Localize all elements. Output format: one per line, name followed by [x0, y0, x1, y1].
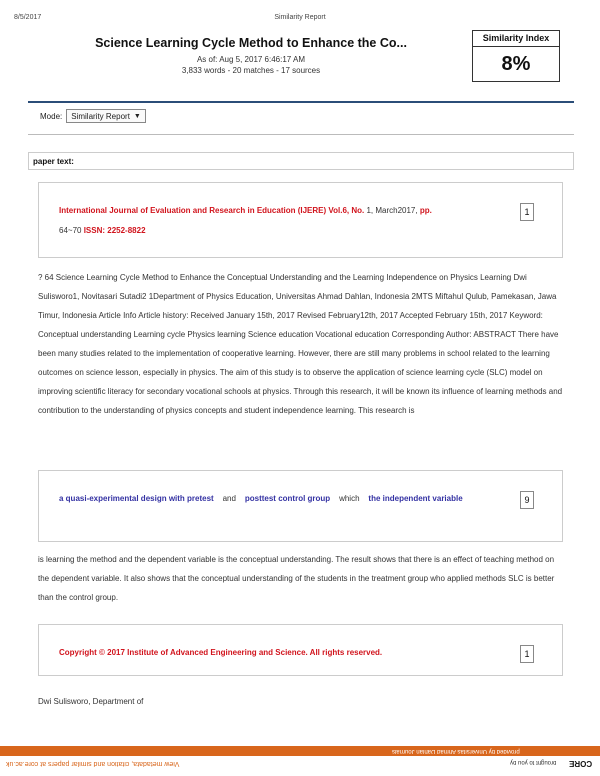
similarity-index-box — [472, 30, 560, 82]
footer-provider-text: provided by Universitas Ahmad Dahlan Journals — [392, 748, 520, 754]
print-title: Similarity Report — [274, 14, 326, 21]
page-header — [14, 14, 586, 26]
match-block — [38, 182, 563, 258]
core-logo[interactable]: CORE — [568, 759, 592, 768]
source-number-badge[interactable]: 1 — [520, 203, 534, 221]
match-segment[interactable]: International Journal of Evaluation and Research in Education (IJERE) Vol.6, No. — [59, 206, 365, 215]
paper-text-label: paper text: — [33, 157, 74, 166]
similarity-index-label: Similarity Index — [473, 31, 559, 47]
match-segment[interactable]: a quasi-experimental design with pretest — [59, 494, 214, 503]
paper-paragraph: ? 64 Science Learning Cycle Method to Enhance the Conceptual Understanding and the Learning Independence on Physics Learning Dwi Sulisworo1, Novitasari Sutadi2 1Department of Physics Education, Universitas Ahmad Dahlan, Indonesia 2MTS Miftahul Qulub, Pamekasan, Jawa Timur, Indonesia Article Info Article history: Received January 15th, 2017 Revised February12th, 2017 Accepted February 15th, 2017 Keyword: Conceptual understanding Learning cycle Physics learning Science education Vocational education Corresponding Author: ABSTRACT There have been many studies related to the implementation of cooperative learning. However, there are still many problems in school related to the learning outcomes on science lesson, especially in physics. The aim of this study is to observe the application of science learning cycle (SLC) model on improving scientific literacy for secondary vocational schools at physics. Through this research, it will be known its influence of learning methods and contribution to the understanding of physics concepts and student independence learning. This research is — [38, 273, 563, 415]
match-text — [59, 489, 502, 509]
source-number-badge[interactable]: 1 — [520, 645, 534, 663]
mode-divider — [28, 134, 574, 135]
match-segment[interactable]: posttest control group — [244, 494, 331, 503]
match-segment: 1, March2017, — [364, 206, 420, 215]
mode-label: Mode: — [40, 111, 63, 121]
similarity-index-value: 8% — [501, 53, 531, 75]
match-segment[interactable]: ISSN: 2252-8822 — [83, 226, 146, 235]
match-text — [59, 201, 502, 241]
match-segment[interactable]: Copyright © 2017 Institute of Advanced Engineering and Science. All rights reserved. — [59, 648, 383, 657]
report-header — [38, 30, 562, 96]
print-date: 8/5/2017 — [14, 14, 42, 21]
paper-text-header — [28, 152, 574, 170]
mode-select[interactable] — [66, 109, 146, 123]
match-segment: which — [330, 494, 369, 503]
footer-core-subtitle: brought to you by — [509, 759, 556, 765]
mode-selected-value: Similarity Report — [71, 111, 130, 121]
match-text — [59, 643, 502, 663]
match-segment[interactable]: the independent variable — [368, 494, 463, 503]
paper-paragraph: Dwi Sulisworo, Department of — [38, 697, 144, 706]
chevron-down-icon: ▼ — [133, 112, 141, 120]
match-segment: 64~70 — [59, 226, 84, 235]
mode-row — [40, 108, 146, 124]
header-divider — [28, 101, 574, 103]
report-stats: 3,833 words - 20 matches - 17 sources — [181, 66, 321, 75]
report-timestamp: As of: Aug 5, 2017 6:46:17 AM — [196, 55, 306, 64]
paper-paragraph: is learning the method and the dependent variable is the conceptual understanding. The result shows that there is an effect of teaching method on the dependent variable. It also shows that the conceptual understanding of the students in the treatment group who applied methods SLC is better than the control group. — [38, 555, 555, 602]
match-segment: and — [213, 494, 245, 503]
footer-metadata-link[interactable]: View metadata, citation and similar papers at core.ac.uk — [6, 760, 180, 767]
report-title: Science Learning Cycle Method to Enhance the Co... — [95, 36, 407, 50]
match-block — [38, 470, 563, 542]
footer-strip — [0, 756, 600, 776]
match-segment[interactable]: pp. — [419, 206, 432, 215]
source-number-badge[interactable]: 9 — [520, 491, 534, 509]
match-block — [38, 624, 563, 676]
